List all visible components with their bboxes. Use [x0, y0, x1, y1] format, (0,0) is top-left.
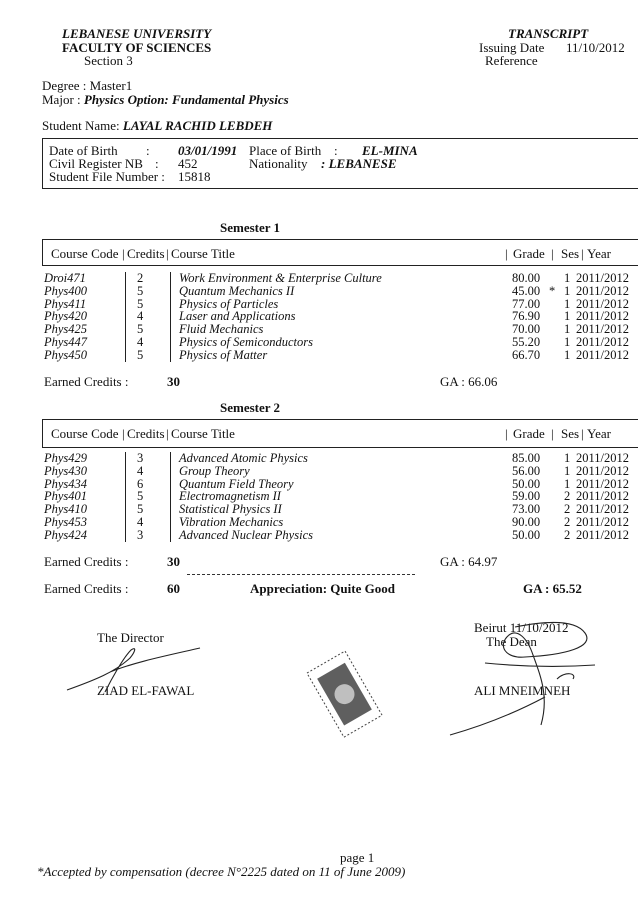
course-year: 2011/2012: [576, 283, 630, 298]
course-session: 1: [564, 463, 571, 478]
course-session: 2: [564, 502, 571, 517]
degree-value: Master1: [89, 78, 133, 93]
degree-line: [42, 78, 132, 93]
s2-header-sep: |: [581, 426, 584, 441]
course-grade: 45.00: [512, 283, 541, 298]
course-year: 2011/2012: [576, 309, 630, 324]
course-grade: 77.00: [512, 296, 541, 311]
s1-earned-label: Earned Credits :: [44, 374, 129, 389]
course-credits: 5: [137, 502, 144, 517]
s1-header-sep: |: [581, 246, 584, 261]
place-date: Beirut 11/10/2012: [474, 620, 569, 635]
total-earned-value: 60: [167, 581, 180, 596]
course-credits: 5: [137, 322, 144, 337]
course-year: 2011/2012: [576, 322, 630, 337]
s2-header-sep: |: [505, 426, 508, 441]
course-title: Laser and Applications: [179, 309, 296, 324]
course-credits: 2: [137, 271, 144, 285]
dob-colon: :: [146, 143, 150, 158]
reference-label: Reference: [485, 53, 538, 68]
s2-earned-value: 30: [167, 554, 180, 569]
s1-earned-value: 30: [167, 374, 180, 389]
course-title: Physics of Semiconductors: [179, 335, 314, 349]
course-year: 2011/2012: [576, 515, 630, 529]
pob-label: Place of Birth: [249, 143, 322, 158]
course-title: Work Environment & Enterprise Culture: [179, 271, 382, 285]
s2-header-title: Course Title: [171, 426, 235, 441]
course-title: Advanced Nuclear Physics: [179, 527, 313, 542]
course-title: Quantum Field Theory: [179, 476, 294, 491]
course-year: 2011/2012: [576, 451, 630, 465]
course-title: Fluid Mechanics: [179, 322, 264, 337]
course-title: Group Theory: [179, 463, 250, 478]
director-signature-icon: [65, 640, 205, 700]
course-year: 2011/2012: [576, 502, 630, 517]
s1-header-sep: |: [166, 246, 169, 261]
course-credits: 4: [137, 515, 144, 529]
dean-name: ALI MNEIMNEH: [474, 683, 571, 698]
course-title: Statistical Physics II: [179, 502, 282, 517]
page-number: page 1: [340, 850, 375, 865]
appreciation: Appreciation: Quite Good: [250, 581, 395, 596]
director-name: ZIAD EL-FAWAL: [97, 683, 195, 698]
course-credits: 4: [137, 463, 144, 478]
course-title: Vibration Mechanics: [179, 515, 284, 529]
course-grade: 70.00: [512, 322, 541, 337]
s2-header-year: Year: [587, 426, 611, 441]
course-credits: 4: [137, 309, 144, 324]
footer-note: *Accepted by compensation (decree N°2225 dated on 11 of June 2009): [37, 864, 406, 879]
dob-label: Date of Birth: [49, 143, 118, 158]
s1-header-sep: |: [122, 246, 125, 261]
course-credits: 3: [137, 527, 144, 542]
course-year: 2011/2012: [576, 296, 630, 311]
s2-earned-label: Earned Credits :: [44, 554, 129, 569]
s1-header-sep: |: [551, 246, 554, 261]
course-grade: 56.00: [512, 463, 541, 478]
course-code: Phys453: [44, 515, 88, 529]
s2-ga: GA : 64.97: [440, 554, 498, 569]
course-code: Phys425: [44, 322, 88, 337]
course-credits: 5: [137, 283, 144, 298]
s2-col-divider-2: [170, 452, 171, 542]
nationality-label: Nationality: [249, 156, 308, 171]
student-name-line: [42, 118, 272, 133]
course-credits: 5: [137, 347, 144, 362]
s1-header-grade: Grade: [513, 246, 545, 261]
s2-header-credits: Credits: [127, 426, 165, 441]
issuing-date: 11/10/2012: [566, 40, 625, 55]
course-grade: 76.90: [512, 309, 541, 324]
compensation-mark: *: [549, 283, 556, 298]
course-year: 2011/2012: [576, 271, 630, 285]
course-year: 2011/2012: [576, 335, 630, 349]
s2-header-sep: |: [166, 426, 169, 441]
file-value: 15818: [178, 169, 211, 184]
s2-col-divider-1: [125, 452, 126, 542]
course-title: Advanced Atomic Physics: [179, 451, 308, 465]
course-credits: 5: [137, 296, 144, 311]
course-credits: 4: [137, 335, 144, 349]
file-label: Student File Number :: [49, 169, 165, 184]
civil-value: 452: [178, 156, 198, 171]
s1-col-divider-1: [125, 272, 126, 362]
course-credits: 3: [137, 451, 144, 465]
course-session: 1: [564, 283, 571, 298]
course-title: Quantum Mechanics II: [179, 283, 295, 298]
course-grade: 80.00: [512, 271, 541, 285]
official-stamp-icon: [305, 645, 385, 745]
faculty-name: FACULTY OF SCIENCES: [62, 40, 212, 55]
course-year: 2011/2012: [576, 463, 630, 478]
course-grade: 59.00: [512, 489, 541, 504]
s1-header-title: Course Title: [171, 246, 235, 261]
civil-colon: :: [155, 156, 159, 171]
s2-header-sep: |: [122, 426, 125, 441]
university-name: LEBANESE UNIVERSITY: [62, 26, 212, 41]
course-code: Phys411: [44, 296, 87, 311]
dob-value: 03/01/1991: [178, 143, 238, 158]
course-grade: 85.00: [512, 451, 541, 465]
course-grade: 66.70: [512, 347, 541, 362]
totals-separator: [187, 574, 415, 575]
student-name: LAYAL RACHID LEBDEH: [122, 118, 273, 133]
course-session: 1: [564, 335, 571, 349]
course-grade: 73.00: [512, 502, 541, 517]
course-session: 1: [564, 322, 571, 337]
course-session: 1: [564, 347, 571, 362]
s1-header-year: Year: [587, 246, 611, 261]
course-code: Phys420: [44, 309, 88, 324]
nationality-value: : LEBANESE: [321, 156, 397, 171]
course-code: Phys424: [44, 527, 88, 542]
course-session: 1: [564, 451, 571, 465]
course-session: 2: [564, 489, 571, 504]
course-session: 2: [564, 527, 571, 542]
course-session: 1: [564, 309, 571, 324]
course-session: 1: [564, 476, 571, 491]
degree-label: Degree :: [42, 78, 90, 93]
student-name-label: Student Name:: [42, 118, 123, 133]
s1-header-credits: Credits: [127, 246, 165, 261]
s2-header-sep: |: [551, 426, 554, 441]
s1-ga: GA : 66.06: [440, 374, 498, 389]
course-code: Phys401: [44, 489, 88, 504]
s2-header-code: Course Code: [51, 426, 119, 441]
issuing-date-label: Issuing Date: [479, 40, 545, 55]
course-year: 2011/2012: [576, 476, 630, 491]
s1-header-sep: |: [505, 246, 508, 261]
course-grade: 55.20: [512, 335, 541, 349]
semester-1-title: Semester 1: [220, 220, 281, 235]
s1-col-divider-2: [170, 272, 171, 362]
course-grade: 90.00: [512, 515, 541, 529]
course-code: Phys447: [44, 335, 88, 349]
director-title: The Director: [97, 630, 164, 645]
course-title: Electromagnetism II: [179, 489, 281, 504]
s1-header-ses: Ses: [561, 246, 580, 261]
semester-2-title: Semester 2: [220, 400, 281, 415]
course-code: Phys430: [44, 463, 88, 478]
course-year: 2011/2012: [576, 489, 630, 504]
civil-label: Civil Register NB: [49, 156, 143, 171]
course-code: Phys434: [44, 476, 88, 491]
course-code: Phys410: [44, 502, 88, 517]
s2-header-grade: Grade: [513, 426, 545, 441]
course-year: 2011/2012: [576, 527, 630, 542]
course-grade: 50.00: [512, 476, 541, 491]
major-label: Major :: [42, 92, 84, 107]
course-code: Phys450: [44, 347, 88, 362]
course-grade: 50.00: [512, 527, 541, 542]
course-title: Physics of Matter: [179, 347, 268, 362]
course-session: 1: [564, 296, 571, 311]
dean-title: The Dean: [486, 634, 537, 649]
section-name: Section 3: [84, 53, 133, 68]
course-credits: 6: [137, 476, 144, 491]
course-code: Phys429: [44, 451, 88, 465]
course-credits: 5: [137, 489, 144, 504]
total-ga: GA : 65.52: [523, 581, 582, 596]
course-year: 2011/2012: [576, 347, 630, 362]
s2-header-ses: Ses: [561, 426, 580, 441]
pob-value: EL-MINA: [362, 143, 418, 158]
course-code: Phys400: [44, 283, 88, 298]
course-title: Physics of Particles: [179, 296, 279, 311]
s1-header-code: Course Code: [51, 246, 119, 261]
dean-signature-icon: [445, 615, 605, 745]
total-earned-label: Earned Credits :: [44, 581, 129, 596]
document-title: TRANSCRIPT: [508, 26, 589, 41]
major-line: [42, 92, 289, 107]
course-session: 1: [564, 271, 571, 285]
major-value: Physics Option: Fundamental Physics: [83, 92, 289, 107]
course-session: 2: [564, 515, 571, 529]
course-code: Droi471: [44, 271, 86, 285]
pob-colon: :: [334, 143, 338, 158]
